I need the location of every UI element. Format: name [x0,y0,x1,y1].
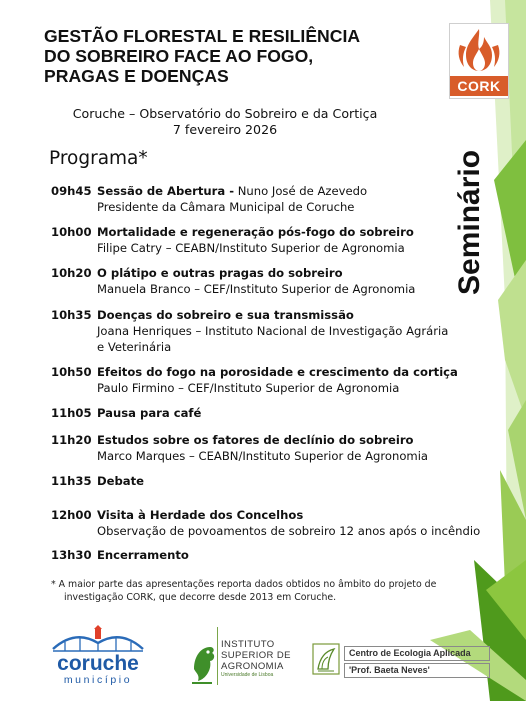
program-detail-line: Joana Henriques – Instituto Nacional de Investigação Agrária [97,324,449,338]
program-title-row [97,547,487,563]
program-detail-line: Observação de povoamentos de sobreiro 12 anos após o incêndio [97,524,481,538]
program-time: 12h00 [51,508,92,522]
isa-line-2: SUPERIOR DE [221,650,291,661]
program-time: 13h30 [51,548,92,562]
program-time: 10h00 [51,225,92,239]
cork-flame-icon [454,27,504,73]
program-title-row [97,507,487,523]
program-body [97,364,487,396]
program-title-row [97,432,487,448]
cea-logo [310,643,480,679]
program-detail-line: Paulo Firmino – CEF/Instituto Superior de Agronomia [97,381,400,395]
title-line-1: GESTÃO FLORESTAL E RESILIÊNCIA [44,26,361,46]
program-detail-line: Presidente da Câmara Municipal de Coruche [97,200,355,214]
isa-divider [217,627,218,685]
program-body [97,473,487,489]
cea-subname: 'Prof. Baeta Neves' [344,663,490,678]
program-time: 11h35 [51,474,92,488]
municipio-wordmark: município [63,674,133,686]
program-title: Pausa para café [97,406,202,420]
program-body [97,224,487,256]
footnote-line-1: * A maior parte das apresentações reporta dados obtidos no âmbito do projeto de [51,579,437,590]
program-body [97,507,487,539]
program-title: Mortalidade e regeneração pós-fogo do sobreiro [97,225,414,239]
seminario-side-label: Seminário [453,149,486,295]
program-title: Encerramento [97,548,189,562]
program-time: 10h50 [51,365,92,379]
cea-emblem-icon [312,643,340,675]
program-title: Efeitos do fogo na porosidade e crescimento da cortiça [97,365,458,379]
program-title: Debate [97,474,145,488]
isa-logo [190,625,300,691]
program-title: Estudos sobre os fatores de declínio do sobreiro [97,433,414,447]
cork-logo-text: CORK [450,76,508,96]
cea-name: Centro de Ecologia Aplicada [344,646,490,661]
program-body [97,432,487,464]
program-time: 10h35 [51,308,92,322]
program-title-row [97,405,487,421]
program-title: Sessão de Abertura - [97,184,235,198]
program-time: 11h05 [51,406,92,420]
coruche-wordmark: coruche [57,652,139,675]
program-detail-line: Marco Marques – CEABN/Instituto Superior de Agronomia [97,449,429,463]
program-title-row [97,183,487,199]
event-subtitle [40,106,410,138]
title-line-3: PRAGAS E DOENÇAS [44,66,229,86]
cork-logo [449,23,509,99]
program-body [97,547,487,563]
isa-wordmark [221,639,301,679]
program-body [97,265,487,297]
isa-bird-icon [190,639,216,689]
event-venue: Coruche – Observatório do Sobreiro e da Cortiça [72,106,378,121]
event-date: 7 fevereiro 2026 [172,122,278,137]
program-speaker: Nuno José de Azevedo [234,184,368,198]
footnote [51,578,471,604]
program-time: 11h20 [51,433,92,447]
isa-line-1: INSTITUTO [221,639,275,650]
isa-subline: Universidade de Lisboa [221,672,274,678]
program-body [97,405,487,421]
coruche-bridge-icon [45,625,151,655]
isa-line-3: AGRONOMIA [221,661,284,672]
program-title: O plátipo e outras pragas do sobreiro [97,266,343,280]
title-line-2: DO SOBREIRO FACE AO FOGO, [44,46,314,66]
program-title: Doenças do sobreiro e sua transmissão [97,308,354,322]
program-title-row [97,364,487,380]
program-title-row [97,224,487,240]
program-detail-line: Manuela Branco – CEF/Instituto Superior de Agronomia [97,282,416,296]
program-detail-line: Filipe Catry – CEABN/Instituto Superior de Agronomia [97,241,405,255]
event-title [44,26,424,86]
program-detail-line: e Veterinária [97,340,172,354]
footnote-line-2: investigação CORK, que decorre desde 2013 em Coruche. [64,592,337,603]
program-title: Visita à Herdade dos Concelhos [97,508,304,522]
program-body [97,307,487,355]
program-title-row [97,307,487,323]
program-time: 09h45 [51,184,92,198]
program-time: 10h20 [51,266,92,280]
program-body [97,183,487,215]
program-title-row [97,265,487,281]
programa-heading: Programa* [49,148,148,169]
program-title-row [97,473,487,489]
coruche-logo [45,625,151,687]
